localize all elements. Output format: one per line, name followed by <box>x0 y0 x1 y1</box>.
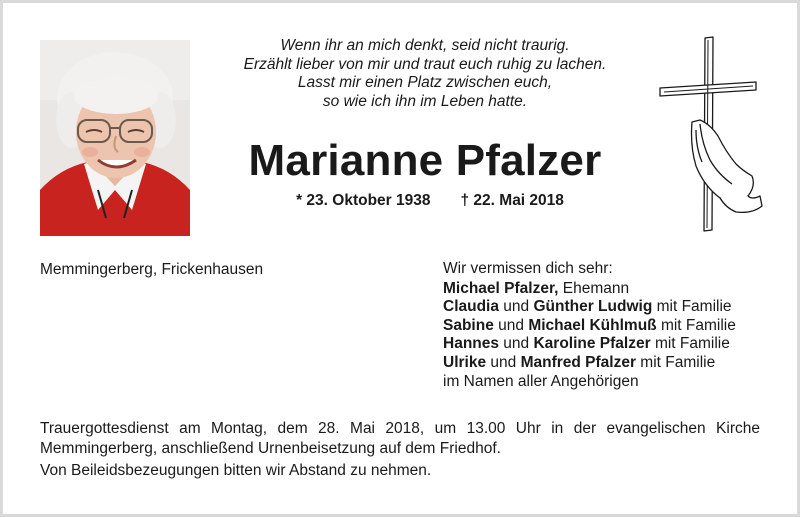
family-member <box>443 354 773 373</box>
poem-line: so wie ich ihn im Leben hatte. <box>322 92 528 110</box>
condolence-note: Von Beileidsbezeugungen bitten wir Abstand zu nehmen. <box>40 462 432 479</box>
member-conjunction: und <box>498 298 534 316</box>
family-member <box>443 280 773 299</box>
member-name: Sabine <box>443 316 494 334</box>
deceased-name: Marianne Pfalzer <box>248 136 602 185</box>
death-date: † 22. Mai 2018 <box>460 192 564 209</box>
member-name: Manfred Pfalzer <box>520 353 636 371</box>
member-suffix: mit Familie <box>652 298 732 316</box>
family-list <box>443 260 773 391</box>
member-name: Michael Pfalzer, <box>443 279 559 297</box>
location: Memmingerberg, Frickenhausen <box>40 261 264 278</box>
life-dates <box>230 191 630 211</box>
member-name: Hannes <box>443 335 499 353</box>
member-suffix: mit Familie <box>650 335 730 353</box>
member-conjunction: und <box>486 353 521 371</box>
member-conjunction: und <box>493 316 529 334</box>
cross-with-praying-hands-icon <box>656 36 766 236</box>
family-member <box>443 317 773 336</box>
birth-date: * 23. Oktober 1938 <box>296 192 431 209</box>
poem-line: Lasst mir einen Platz zwischen euch, <box>297 74 553 91</box>
member-name: Karoline Pfalzer <box>533 335 651 353</box>
portrait-photo <box>40 40 190 236</box>
family-closing: im Namen aller Angehörigen <box>443 372 639 390</box>
member-suffix: mit Familie <box>656 316 736 334</box>
member-name: Ulrike <box>443 353 487 371</box>
family-intro: Wir vermissen dich sehr: <box>443 260 613 277</box>
member-name: Günther Ludwig <box>533 298 653 316</box>
member-suffix: mit Familie <box>636 353 716 371</box>
family-member <box>443 298 773 317</box>
member-name: Claudia <box>443 298 499 316</box>
member-name: Michael Kühlmuß <box>528 316 657 334</box>
service-announcement: Trauergottesdienst am Montag, dem 28. Mai 2018, um 13.00 Uhr in der evangelischen Kirche Memmingerberg, anschließend Urnenbeisetzung auf dem Friedhof. <box>40 420 760 457</box>
poem-line: Wenn ihr an mich denkt, seid nicht traurig. <box>280 37 570 54</box>
member-conjunction: und <box>499 335 534 353</box>
poem <box>230 37 620 111</box>
family-member <box>443 335 773 354</box>
poem-line: Erzählt lieber von mir und traut euch ruhig zu lachen. <box>243 55 607 73</box>
member-suffix: Ehemann <box>558 279 630 297</box>
